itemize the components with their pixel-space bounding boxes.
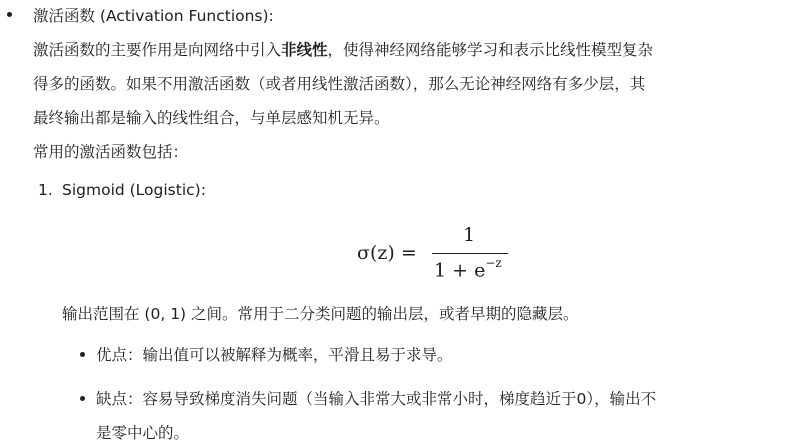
common-functions-label: 常用的激活函数包括： — [33, 143, 189, 161]
paragraph-text: ，使得神经网络能够学习和表示比线性模型复杂 — [327, 41, 654, 59]
denominator-exponent: −z — [485, 256, 502, 270]
sub-bullet — [80, 352, 85, 357]
list-number: 1. — [38, 181, 53, 199]
sigmoid-cons-line-1: 缺点：容易导致梯度消失问题（当输入非常大或非常小时，梯度趋近于0），输出不 — [96, 390, 657, 408]
paragraph-line-2: 得多的函数。如果不用激活函数（或者用线性激活函数），那么无论神经网络有多少层，其 — [33, 75, 646, 93]
formula-numerator: 1 — [463, 224, 476, 246]
sub-bullet — [80, 396, 85, 401]
denominator-base: 1 + e — [434, 259, 486, 282]
formula-lhs: σ(z) = — [357, 242, 417, 264]
sigmoid-title: Sigmoid (Logistic): — [62, 181, 206, 199]
formula-denominator — [434, 258, 502, 281]
paragraph-text: 激活函数的主要作用是向网络中引入 — [33, 41, 282, 59]
sigmoid-range: 输出范围在 (0, 1) 之间。常用于二分类问题的输出层，或者早期的隐藏层。 — [62, 305, 579, 323]
sigmoid-cons-line-2: 是零中心的。 — [96, 424, 190, 442]
paragraph-line-3: 最终输出都是输入的线性组合，与单层感知机无异。 — [33, 109, 390, 127]
section-heading: 激活函数 (Activation Functions): — [33, 7, 274, 25]
fraction-bar — [432, 253, 508, 254]
paragraph-line-1 — [33, 38, 653, 60]
emphasis-nonlinearity: 非线性 — [281, 41, 328, 59]
sigmoid-pros: 优点：输出值可以被解释为概率，平滑且易于求导。 — [96, 346, 453, 364]
list-bullet — [7, 12, 12, 17]
